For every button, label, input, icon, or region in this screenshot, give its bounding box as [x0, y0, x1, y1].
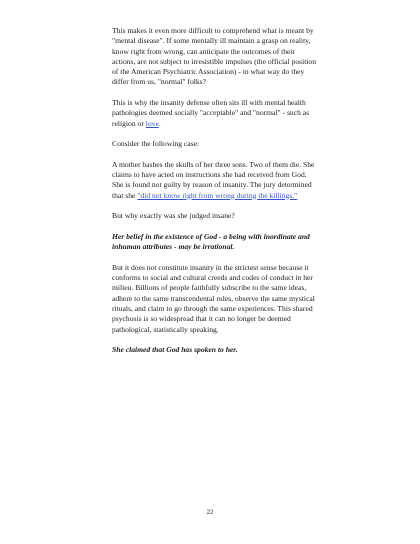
paragraph-mental-disease: This makes it even more difficult to comprehend what is meant by "mental disease". If some mentally ill maintain a grasp on reality, know right from wrong, can anticipate the outcomes of their actions, are not subject to irresistible impulses (the official position of the American Psychiatric Association) - in what way do they differ from us, "normal" folks? [112, 26, 317, 87]
page-body [112, 26, 317, 366]
paragraph-consider-case: Consider the following case: [112, 139, 200, 149]
page-number: 22 [206, 510, 214, 516]
love-link[interactable]: love [145, 118, 159, 128]
paragraph-question: But why exactly was she judged insane? [112, 211, 235, 221]
paragraph-shared-psychosis: But it does not constitute insanity in the strictest sense because it conforms to social and cultural creeds and codes of conduct in her milieu. Billions of people faithfully subscribe to the same ideas, adhere to the same transcendental rules, observe the same mystical rituals, and claim to go through the same experiences. This shared psychosis is so widespread that it can no longer be deemed pathological, statistically speaking. [112, 262, 315, 334]
paragraph-insanity-defense-end: . [158, 118, 161, 128]
paragraph-belief-emphasis: Her belief in the existence of God - a being with inordinate and inhuman attributes - may be irrational. [112, 231, 310, 252]
paragraph-god-spoken-emphasis: She claimed that God has spoken to her. [112, 345, 238, 355]
paragraph-insanity-defense [112, 98, 317, 129]
paragraph-mother-case [112, 160, 317, 201]
paragraph-mother-case-text: A mother bashes the skulls of her three sons. Two of them die. She claims to have acted on instructions she had received from God. She is found not guilty by reason of insanity. The jury determined that she [112, 159, 315, 200]
paragraph-insanity-defense-text: This is why the insanity defense often sits ill with mental health pathologies deemed socially "acceptable" and "normal" - such as religion or [112, 98, 310, 128]
jury-quote-link[interactable]: "did not know right from wrong during the killings." [137, 190, 298, 200]
